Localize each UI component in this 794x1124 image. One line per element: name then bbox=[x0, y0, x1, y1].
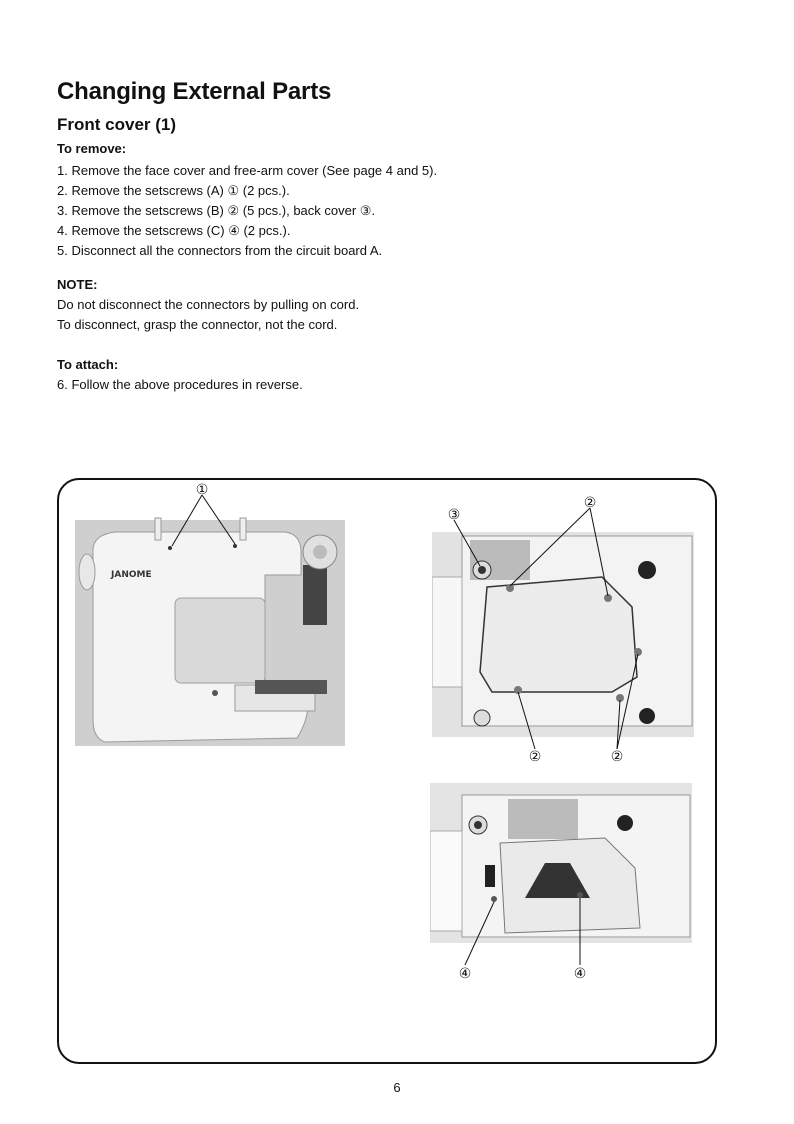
callout-2-top: ② bbox=[583, 495, 597, 511]
note-line-2: To disconnect, grasp the connector, not the cord. bbox=[57, 317, 338, 332]
callout-4-left: ④ bbox=[458, 966, 472, 982]
callout-2-bottom-right: ② bbox=[610, 749, 624, 765]
note-line-1: Do not disconnect the connectors by pulling on cord. bbox=[57, 297, 360, 312]
remove-heading: To remove: bbox=[57, 141, 127, 156]
machine-front-photo bbox=[75, 480, 347, 748]
callout-3: ③ bbox=[447, 507, 461, 523]
note-heading: NOTE: bbox=[57, 277, 98, 292]
callout-2-bottom-left: ② bbox=[528, 749, 542, 765]
attach-heading: To attach: bbox=[57, 357, 119, 372]
machine-bottom-photo bbox=[432, 492, 696, 767]
callout-4-right: ④ bbox=[573, 966, 587, 982]
attach-step-6: 6. Follow the above procedures in reverse. bbox=[57, 377, 303, 392]
remove-step-3: 3. Remove the setscrews (B) ② (5 pcs.), back cover ③. bbox=[57, 203, 376, 218]
open-underside-body bbox=[430, 795, 690, 937]
page-title: Changing External Parts bbox=[57, 78, 332, 105]
remove-steps-list bbox=[57, 161, 437, 261]
brand-label: JANOME bbox=[111, 570, 152, 580]
underside-body bbox=[432, 536, 692, 726]
page-number: 6 bbox=[393, 1080, 401, 1095]
callout-1: ① bbox=[195, 482, 209, 498]
remove-step-1: 1. Remove the face cover and free-arm cover (See page 4 and 5). bbox=[57, 163, 438, 178]
remove-step-5: 5. Disconnect all the connectors from the circuit board A. bbox=[57, 243, 383, 258]
machine-open-photo bbox=[430, 783, 694, 983]
section-title: Front cover (1) bbox=[57, 115, 177, 134]
remove-step-4: 4. Remove the setscrews (C) ④ (2 pcs.). bbox=[57, 223, 291, 238]
remove-step-2: 2. Remove the setscrews (A) ① (2 pcs.). bbox=[57, 183, 290, 198]
